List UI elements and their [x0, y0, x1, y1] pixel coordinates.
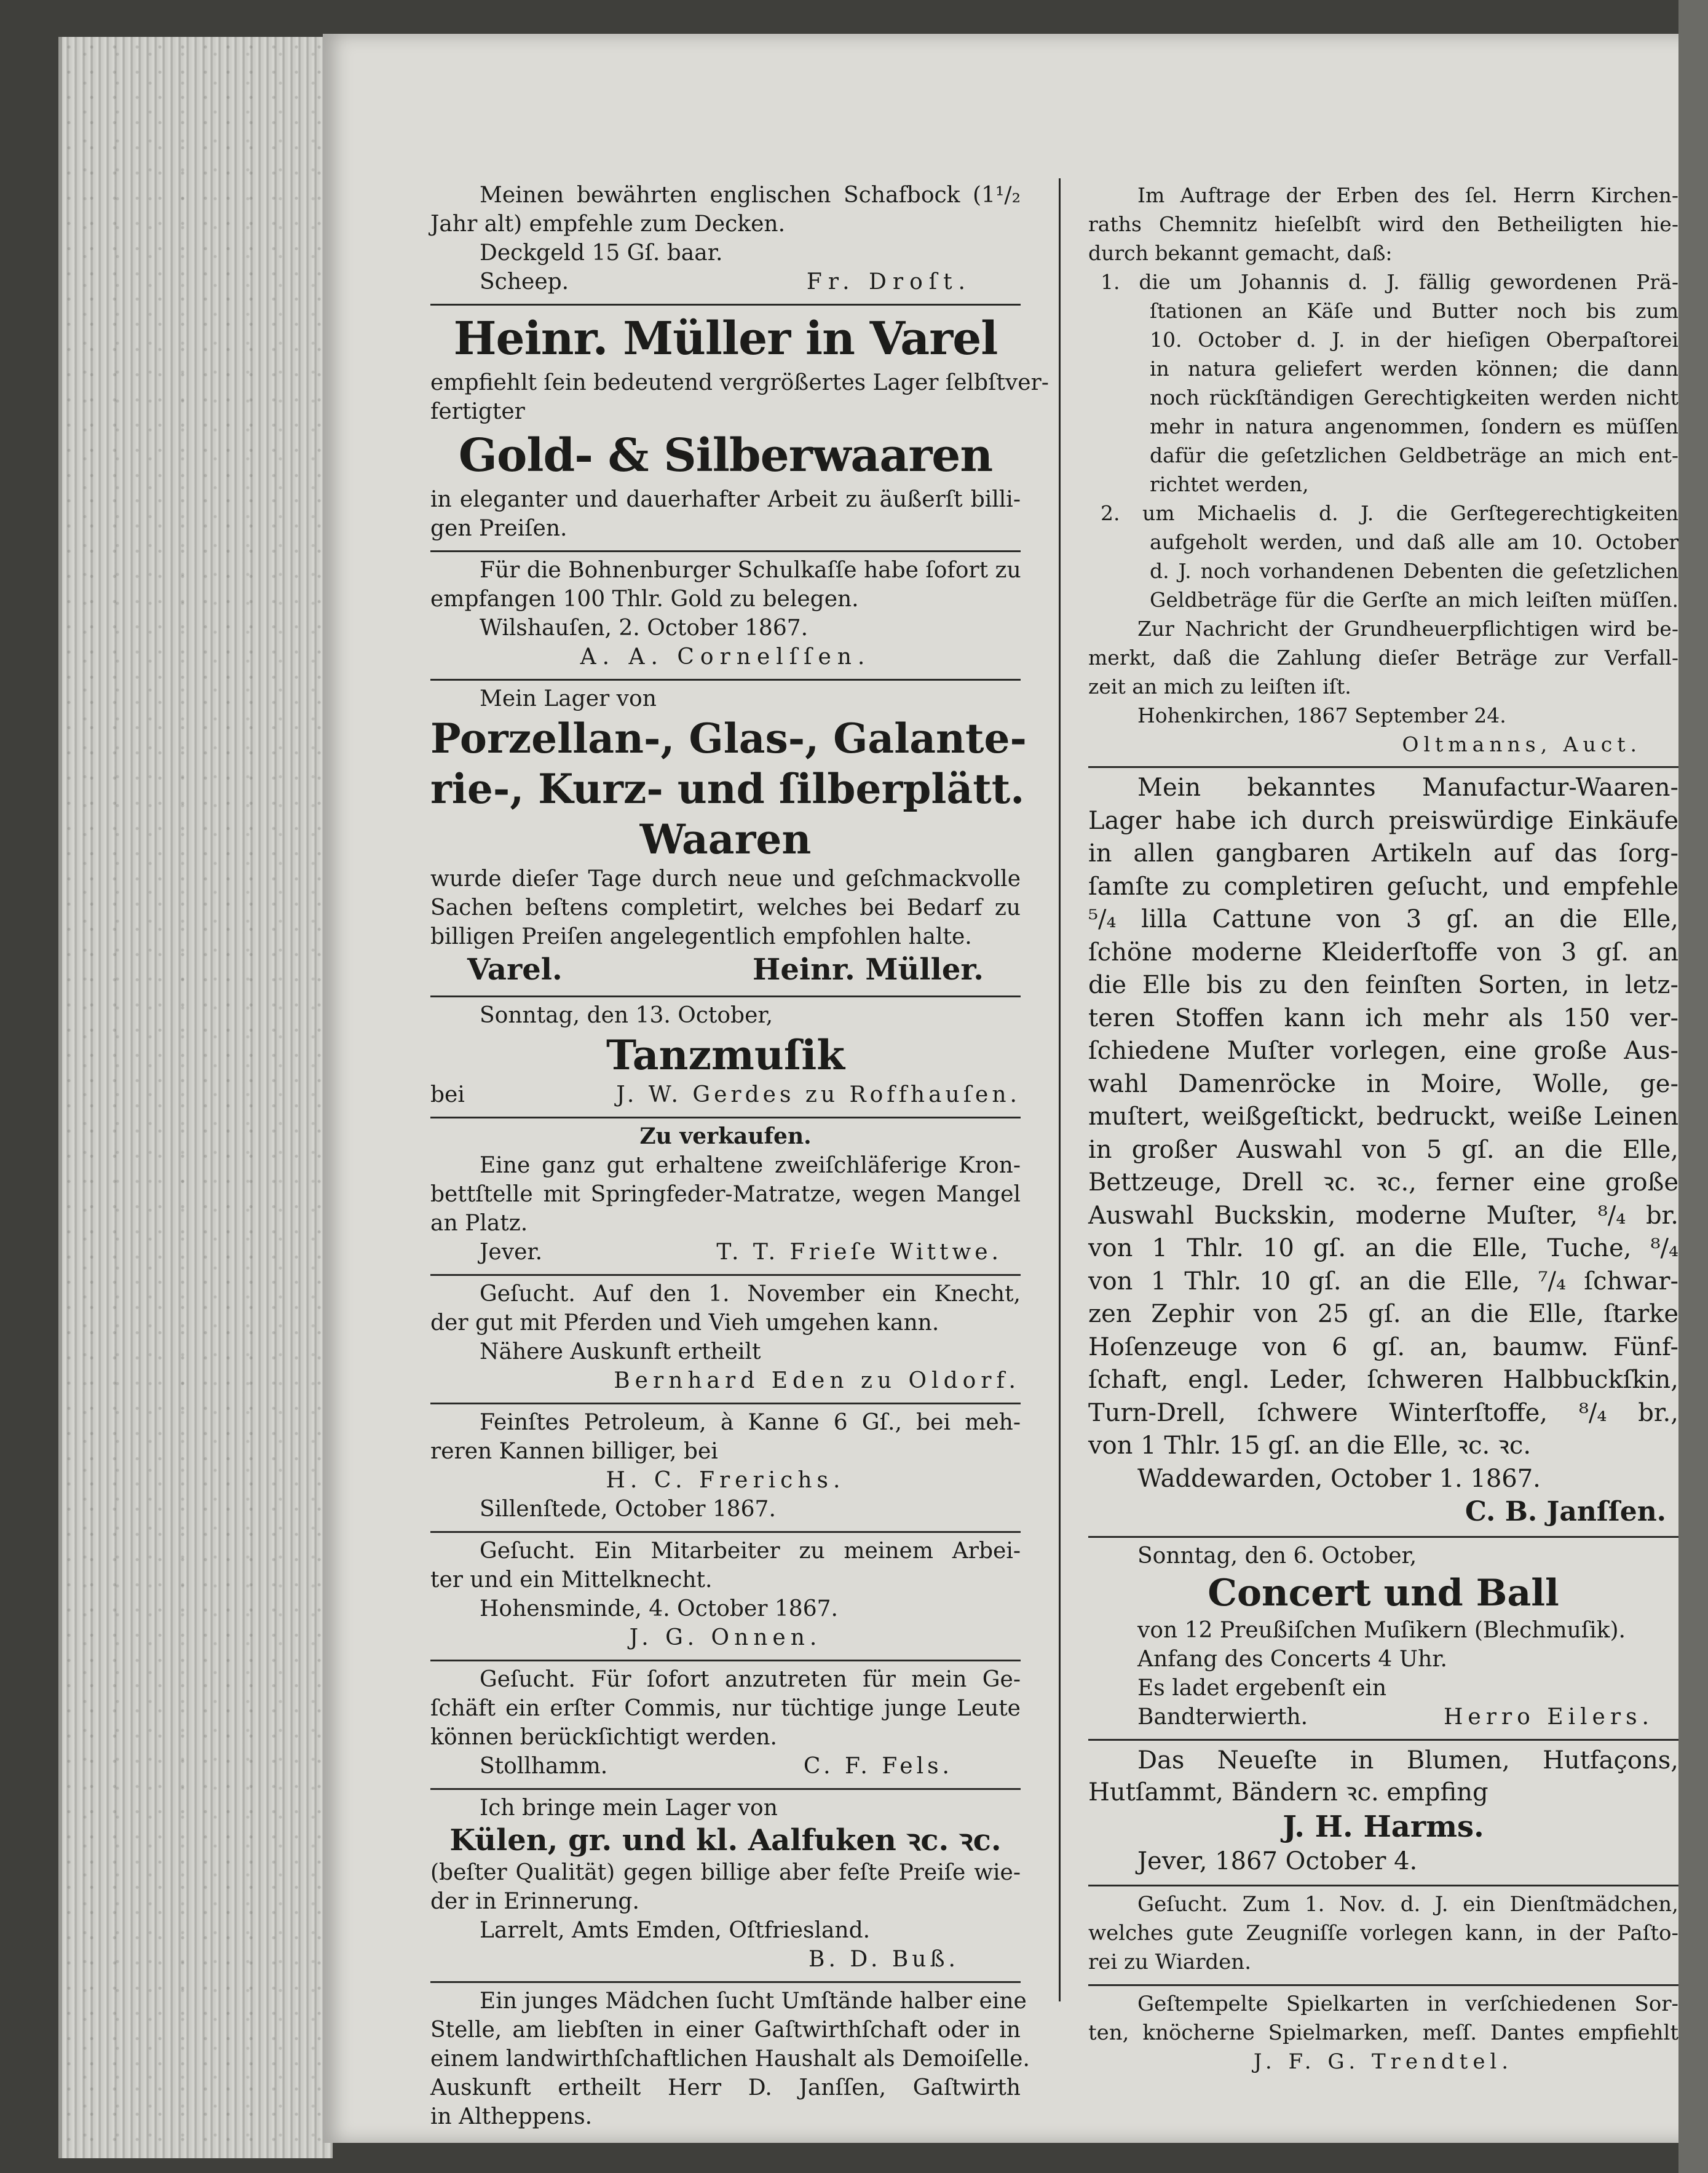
ad-line: wahl Damenröcke in Moire, Wolle, ge-: [1088, 1069, 1678, 1098]
ad-line: der gut mit Pferden und Vieh umgehen kann.: [430, 1310, 939, 1336]
ad-name: Fr. Droſt.: [806, 269, 971, 295]
ad-line: (beſter Qualität) gegen billige aber feſte Preiſe wie-: [430, 1860, 1021, 1885]
ad-name: J. W. Gerdes zu Roffhauſen.: [616, 1082, 1021, 1107]
ad-name: A. A. Cornelſſen.: [580, 644, 871, 670]
ad-headline: Külen, gr. und kl. Aalfuken ꝛc. ꝛc.: [449, 1823, 1002, 1858]
ad-schafbock: [430, 178, 1021, 303]
ad-separator: [430, 995, 1021, 997]
ad-line: Hutſammt, Bändern ꝛc. empfing: [1088, 1778, 1489, 1807]
ad-petroleum: [430, 1406, 1021, 1530]
ad-separator: [430, 1274, 1021, 1276]
scan-right-margin: [1678, 0, 1708, 2173]
ad-separator: [1088, 766, 1678, 768]
ad-line: fertigter: [430, 399, 525, 424]
ad-headline: Waaren: [639, 815, 812, 863]
ad-aalfuken: [430, 1791, 1021, 1980]
ad-mitarbeiter: [430, 1534, 1021, 1658]
ad-name: J. H. Harms.: [1283, 1810, 1484, 1844]
right-column: [1088, 178, 1678, 2083]
ad-place: Scheep.: [480, 269, 569, 295]
ad-line: ter und ein Mittelknecht.: [430, 1567, 713, 1593]
ad-separator: [430, 1981, 1021, 1983]
ad-line: Ich bringe mein Lager von: [480, 1795, 778, 1821]
ad-line: ſchöne moderne Kleiderſtoffe von 3 gſ. an: [1088, 938, 1678, 967]
ad-tanzmusik: [430, 999, 1021, 1115]
ad-signature: [1088, 1703, 1678, 1732]
ad-line: durch bekannt gemacht, daß:: [1088, 241, 1393, 265]
ad-place: Jever.: [480, 1240, 543, 1265]
ad-line: ſchiedene Muſter vorlegen, eine große Aus-: [1088, 1037, 1678, 1065]
ad-name: J. G. Onnen.: [629, 1625, 822, 1650]
ad-commis: [430, 1663, 1021, 1787]
column-divider: [1059, 178, 1061, 2001]
ad-line: Auswahl Buckskin, moderne Muſter, ⁸/₄ br.: [1088, 1201, 1678, 1230]
ad-line: Geſucht. Ein Mitarbeiter zu meinem Arbei-: [480, 1538, 1021, 1564]
ad-line: Meinen bewährten englischen Schafbock (1¹/₂: [480, 183, 1021, 208]
ad-line: von 1 Thlr. 15 gſ. an die Elle, ꝛc. ꝛc.: [1088, 1431, 1532, 1460]
ad-line: 10. October d. J. in der hieſigen Oberpaſtorei: [1150, 328, 1678, 352]
ad-headline: Heinr. Müller in Varel: [453, 312, 998, 365]
ad-porzellan: [430, 682, 1027, 994]
ad-place: Stollhamm.: [480, 1754, 608, 1779]
ad-line: ten, knöcherne Spielmarken, meſſ. Dantes empfiehlt: [1088, 2021, 1678, 2045]
ad-schulkasse: [430, 553, 1021, 678]
ad-signature: [430, 1752, 1021, 1781]
ad-name: Herro Eilers.: [1444, 1704, 1654, 1730]
ad-name: J. F. G. Trendtel.: [1253, 2049, 1514, 2074]
ad-separator: [430, 1660, 1021, 1661]
ad-line: empfangen 100 Thlr. Gold zu belegen.: [430, 587, 859, 612]
ad-separator: [430, 550, 1021, 552]
ad-list-item: 1. die um Johannis d. J. fällig gewordenen Prä-: [1101, 270, 1678, 294]
ad-line: Im Auftrage der Erben des ſel. Herrn Kirchen-: [1137, 183, 1678, 207]
ad-line: bettſtelle mit Springfeder-Matratze, wegen Mangel: [430, 1182, 1021, 1207]
ad-kronbettstelle: [430, 1120, 1021, 1273]
ad-line: Geſucht. Auf den 1. November ein Knecht,: [480, 1281, 1021, 1307]
ad-line: einem landwirthſchaftlichen Haushalt als Demoiſelle.: [430, 2046, 1030, 2072]
ad-line: von 1 Thlr. 10 gſ. an die Elle, Tuche, ⁸/₄: [1088, 1234, 1678, 1262]
ad-line: d. J. noch vorhandenen Debenten die geſetzlichen: [1150, 559, 1678, 583]
ad-place: Waddewarden, October 1. 1867.: [1137, 1464, 1541, 1493]
ad-line: wurde dieſer Tage durch neue und geſchmackvolle: [430, 866, 1021, 892]
ad-separator: [430, 1117, 1021, 1118]
ad-line: Feinſtes Petroleum, à Kanne 6 Gſ., bei meh-: [480, 1410, 1021, 1435]
ad-manufactur-waaren: [1088, 769, 1678, 1535]
ad-line: Deckgeld 15 Gſ. baar.: [480, 240, 723, 266]
ad-line: Bettzeuge, Drell ꝛc. ꝛc., ferner eine große: [1088, 1168, 1678, 1197]
ad-line: Es ladet ergebenſt ein: [1137, 1676, 1387, 1701]
ad-demoiselle: [430, 1984, 1030, 2137]
ad-line: Geldbeträge für die Gerſte an mich leiſten müſſen.: [1150, 588, 1678, 612]
ad-headline: Concert und Ball: [1208, 1572, 1559, 1615]
ad-line: in allen gangbaren Artikeln auf das ſorg-: [1088, 839, 1678, 868]
ad-name: B. D. Buß.: [809, 1947, 959, 1972]
ad-headline: Tanzmuſik: [606, 1031, 845, 1079]
ad-headline: rie-, Kurz- und ſilberplätt.: [430, 765, 1025, 813]
ad-line: von 12 Preußiſchen Muſikern (Blechmuſik).: [1137, 1618, 1626, 1643]
ad-line: zen Zephir von 25 gſ. an die Elle, ſtarke: [1088, 1300, 1678, 1328]
ad-separator: [430, 1531, 1021, 1533]
ad-name: T. T. Frieſe Wittwe.: [716, 1240, 1002, 1265]
ad-line: Sonntag, den 6. October,: [1137, 1543, 1417, 1569]
ad-place: Sillenſtede, October 1867.: [480, 1497, 776, 1522]
ad-line: ſtationen an Käſe und Butter noch bis zum: [1150, 299, 1678, 323]
ad-signature: [430, 1238, 1021, 1267]
ad-line: ſchaft, engl. Leder, ſchweren Halbbuckſkin,: [1088, 1366, 1678, 1394]
ad-line: gen Preiſen.: [430, 516, 567, 541]
ad-line: raths Chemnitz hieſelbſt wird den Betheiligten hie-: [1088, 212, 1678, 236]
ad-line: in großer Auswahl von 5 gſ. an die Elle,: [1088, 1135, 1678, 1164]
ad-line: Zur Nachricht der Grundheuerpflichtigen wird be-: [1137, 617, 1678, 641]
ad-line: zeit an mich zu leiſten iſt.: [1088, 675, 1351, 699]
ad-line: der in Erinnerung.: [430, 1889, 639, 1914]
ad-line: muſtert, weißgeſtickt, bedruckt, weiße Leinen: [1088, 1102, 1678, 1131]
ad-line: noch rückſtändigen Gerechtigkeiten werden nicht: [1150, 386, 1678, 410]
ad-line: welches gute Zeugniſſe vorlegen kann, in der Paſto-: [1088, 1921, 1678, 1945]
ad-headline: Porzellan-, Glas-, Galante-: [430, 714, 1027, 762]
ad-name: C. F. Fels.: [803, 1754, 953, 1779]
ad-line: an Platz.: [430, 1211, 528, 1236]
ad-line: können berückſichtigt werden.: [430, 1725, 777, 1750]
ad-line: Das Neueſte in Blumen, Hutfaçons,: [1137, 1746, 1678, 1775]
ad-line: Hohenkirchen, 1867 September 24.: [1137, 703, 1506, 727]
ad-line: Sonntag, den 13. October,: [480, 1003, 773, 1028]
ad-line: dafür die geſetzlichen Geldbeträge an mich ent-: [1150, 443, 1678, 467]
ad-line: rei zu Wiarden.: [1088, 1950, 1252, 1974]
ad-name: C. B. Janſſen.: [1465, 1496, 1666, 1527]
ad-line: empfiehlt ſein bedeutend vergrößertes Lager ſelbſtver-: [430, 370, 1049, 395]
ad-name: Bernhard Eden zu Oldorf.: [614, 1368, 1021, 1393]
ad-place: Varel.: [467, 952, 563, 987]
ad-line: teren Stoffen kann ich mehr als 150 ver-: [1088, 1003, 1678, 1032]
book-page-edges: [58, 37, 333, 2158]
ad-separator: [430, 1788, 1021, 1790]
ad-separator: [1088, 1885, 1678, 1886]
ad-line: von 1 Thlr. 10 gſ. an die Elle, ⁷/₄ ſchwar-: [1088, 1267, 1678, 1296]
ad-line: in eleganter und dauerhafter Arbeit zu äußerſt billi-: [430, 487, 1021, 512]
ad-line: in Altheppens.: [430, 2104, 593, 2129]
ad-line: Mein bekanntes Manufactur-Waaren-: [1137, 774, 1678, 802]
ad-line: Sachen beſtens completirt, welches bei Bedarf zu: [430, 895, 1021, 920]
ad-line: Jahr alt) empfehle zum Decken.: [430, 212, 786, 237]
ad-chemnitz-erben: [1088, 178, 1678, 765]
ad-line: Stelle, am liebſten in einer Gaſtwirthſchaft oder in: [430, 2017, 1021, 2043]
ad-concert-ball: [1088, 1539, 1678, 1738]
ad-name: Oltmanns, Auct.: [1402, 732, 1642, 756]
ad-line: Nähere Auskunft ertheilt: [480, 1339, 761, 1364]
ad-line: die Elle bis zu den feinſten Sorten, in letz-: [1088, 971, 1678, 999]
ad-separator: [1088, 1739, 1678, 1741]
ad-line: Larrelt, Amts Emden, Oſtfriesland.: [480, 1918, 871, 1943]
ad-line: in natura geliefert werden können; die dann: [1150, 357, 1678, 381]
ad-line: aufgeholt werden, und daß alle am 10. October: [1150, 530, 1678, 554]
ad-signature: [430, 267, 1021, 296]
ad-line: Turn-Drell, ſchwere Winterſtoffe, ⁸/₄ br.,: [1088, 1398, 1678, 1427]
ad-spielkarten: [1088, 1987, 1678, 2083]
ad-heading: Zu verkaufen.: [639, 1123, 812, 1149]
ad-dienstmaedchen: [1088, 1888, 1678, 1983]
ad-line: Hohensminde, 4. October 1867.: [480, 1596, 838, 1621]
ad-name: H. C. Frerichs.: [606, 1468, 845, 1493]
ad-place: Jever, 1867 October 4.: [1137, 1847, 1418, 1875]
ad-line: richtet werden,: [1150, 472, 1309, 496]
ad-line: mehr in natura angenommen, ſondern es müſſen: [1150, 414, 1678, 438]
ad-name: Heinr. Müller.: [753, 952, 984, 987]
ad-text: bei: [430, 1082, 465, 1107]
ad-line: Anfang des Concerts 4 Uhr.: [1137, 1647, 1447, 1672]
left-column: [430, 178, 1049, 2137]
ad-separator: [430, 304, 1021, 306]
ad-headline: Gold- & Silberwaaren: [458, 429, 993, 482]
ad-line: billigen Preiſen angelegentlich empfohlen halte.: [430, 924, 972, 949]
ad-line: Auskunft ertheilt Herr D. Janſſen, Gaſtwirth: [430, 2075, 1021, 2100]
ad-line: ſamſte zu completiren geſucht, und empfehle: [1088, 872, 1678, 901]
ad-mueller-varel: [430, 307, 1049, 549]
ad-line: ſchäft ein erſter Commis, nur tüchtige junge Leute: [430, 1696, 1021, 1721]
ad-line: Für die Bohnenburger Schulkaſſe habe ſofort zu: [480, 558, 1021, 583]
ad-line: Eine ganz gut erhaltene zweiſchläferige Kron-: [480, 1153, 1021, 1178]
ad-line: Geſtempelte Spielkarten in verſchiedenen Sor-: [1137, 1992, 1678, 2016]
ad-line: Ein junges Mädchen ſucht Umſtände halber eine: [480, 1989, 1027, 2014]
ad-separator: [1088, 1984, 1678, 1986]
ad-harms-blumen: [1088, 1742, 1678, 1883]
ad-separator: [430, 679, 1021, 681]
ad-line: Geſucht. Für ſofort anzutreten für mein Ge-: [480, 1667, 1021, 1692]
ad-separator: [430, 1403, 1021, 1404]
ad-role: Bandterwierth.: [1137, 1704, 1308, 1730]
ad-list-item: 2. um Michaelis d. J. die Gerſtegerechtigkeiten: [1101, 501, 1678, 525]
ad-line: reren Kannen billiger, bei: [430, 1439, 718, 1464]
ad-signature: [430, 951, 1021, 988]
ad-knecht: [430, 1277, 1021, 1401]
ad-line: merkt, daß die Zahlung dieſer Beträge zur Verfall-: [1088, 646, 1678, 670]
ad-line: Geſucht. Zum 1. Nov. d. J. ein Dienſtmädchen,: [1137, 1892, 1678, 1917]
ad-line: ⁵/₄ lilla Cattune von 3 gſ. an die Elle,: [1088, 905, 1678, 933]
ad-line: Lager habe ich durch preiswürdige Einkäufe: [1088, 806, 1678, 835]
ad-line: Mein Lager von: [480, 686, 657, 711]
ad-line: Wilshauſen, 2. October 1867.: [480, 615, 809, 641]
ad-line: [430, 1080, 1021, 1109]
ad-separator: [1088, 1536, 1678, 1538]
ad-line: Hoſenzeuge von 6 gſ. an, baumw. Fünf-: [1088, 1332, 1678, 1361]
